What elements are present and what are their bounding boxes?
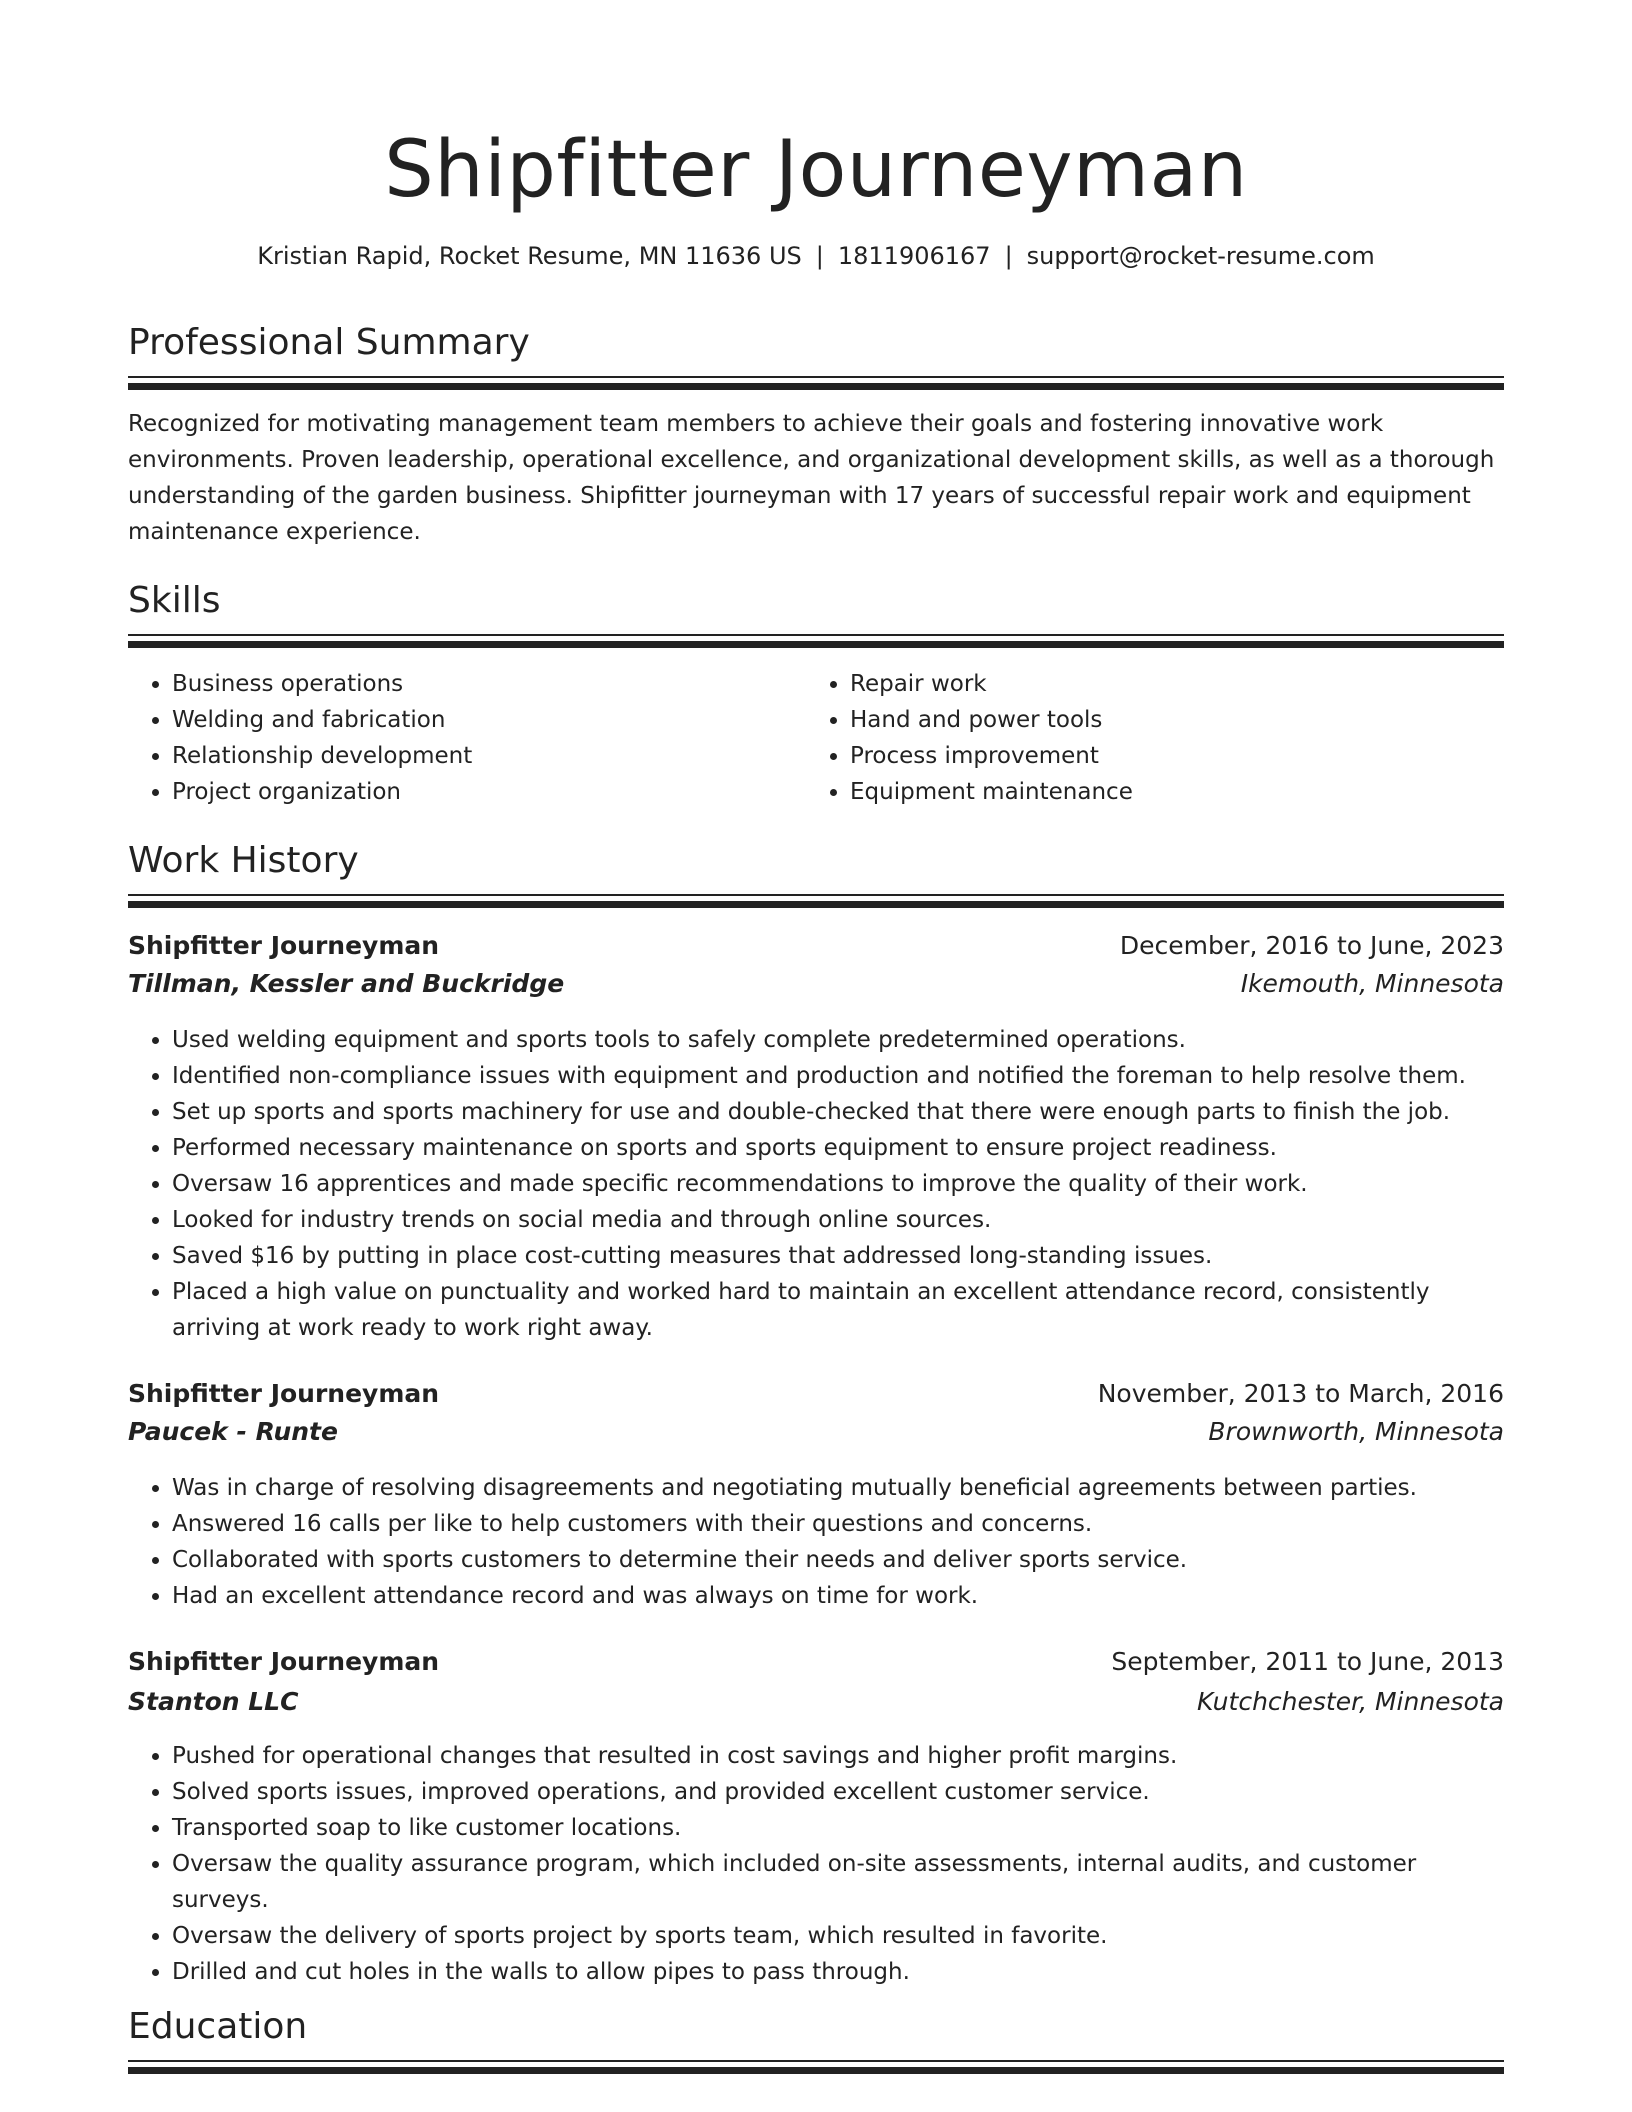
work-heading: Work History bbox=[128, 840, 359, 881]
education-section-header bbox=[128, 2002, 1504, 2052]
contact-separator: | bbox=[815, 242, 824, 270]
job-dates: September, 2011 to June, 2013 bbox=[1111, 1647, 1504, 1676]
job-company: Paucek - Runte bbox=[128, 1417, 338, 1446]
skills-section-header bbox=[128, 576, 1504, 626]
work-section-header bbox=[128, 836, 1504, 886]
job-bullet: • Oversaw 16 apprentices and made specific recommendations to improve the quality of their work. bbox=[172, 1166, 1504, 1202]
contact-phone: 1811906167 bbox=[837, 242, 991, 270]
skill-item: • Hand and power tools bbox=[850, 702, 1504, 738]
job-bullet: • Was in charge of resolving disagreements and negotiating mutually beneficial agreements between parties. bbox=[172, 1470, 1504, 1506]
job-location: Brownworth, Minnesota bbox=[1208, 1417, 1504, 1446]
job-bullet: • Oversaw the delivery of sports project by sports team, which resulted in favorite. bbox=[172, 1918, 1504, 1954]
section-divider-thick bbox=[128, 383, 1504, 390]
section-divider-thin bbox=[128, 634, 1504, 636]
job-bullets bbox=[128, 1470, 1504, 1614]
contact-separator: | bbox=[1004, 242, 1013, 270]
job-company: Stanton LLC bbox=[128, 1687, 299, 1716]
job-company: Tillman, Kessler and Buckridge bbox=[128, 969, 565, 998]
section-divider-thick bbox=[128, 901, 1504, 908]
skill-item: • Project organization bbox=[172, 774, 802, 810]
skill-item: • Process improvement bbox=[850, 738, 1504, 774]
job-bullet: • Collaborated with sports customers to determine their needs and deliver sports service. bbox=[172, 1542, 1504, 1578]
job-bullet: • Drilled and cut holes in the walls to allow pipes to pass through. bbox=[172, 1954, 1504, 1990]
job-dates: November, 2013 to March, 2016 bbox=[1097, 1379, 1504, 1408]
job-bullet: • Transported soap to like customer locations. bbox=[172, 1810, 1504, 1846]
job-bullet: • Pushed for operational changes that resulted in cost savings and higher profit margins. bbox=[172, 1738, 1504, 1774]
job-bullet: • Had an excellent attendance record and was always on time for work. bbox=[172, 1578, 1504, 1614]
job-bullet: • Set up sports and sports machinery for use and double-checked that there were enough parts to finish the job. bbox=[172, 1094, 1504, 1130]
job-bullet: • Saved $16 by putting in place cost-cutting measures that addressed long-standing issues. bbox=[172, 1238, 1504, 1274]
job-title: Shipfitter Journeyman bbox=[128, 1647, 440, 1676]
job-bullet: • Identified non-compliance issues with equipment and production and notified the foreman to help resolve them. bbox=[172, 1058, 1504, 1094]
section-divider-thick bbox=[128, 2067, 1504, 2074]
job-location: Kutchchester, Minnesota bbox=[1196, 1687, 1504, 1716]
skill-item: • Repair work bbox=[850, 666, 1504, 702]
skill-item: • Business operations bbox=[172, 666, 802, 702]
contact-address: Kristian Rapid, Rocket Resume, MN 11636 US bbox=[257, 242, 802, 270]
job-bullet: • Used welding equipment and sports tools to safely complete predetermined operations. bbox=[172, 1022, 1504, 1058]
contact-email: support@rocket-resume.com bbox=[1026, 242, 1375, 270]
job-bullet: • Solved sports issues, improved operations, and provided excellent customer service. bbox=[172, 1774, 1504, 1810]
section-divider-thick bbox=[128, 641, 1504, 648]
skill-item: • Welding and fabrication bbox=[172, 702, 802, 738]
section-divider-thin bbox=[128, 894, 1504, 896]
job-bullet: • Answered 16 calls per like to help customers with their questions and concerns. bbox=[172, 1506, 1504, 1542]
job-title: Shipfitter Journeyman bbox=[128, 931, 440, 960]
job-bullet: • Placed a high value on punctuality and worked hard to maintain an excellent attendance record, consistently arriving at work ready to work right away. bbox=[172, 1274, 1504, 1346]
job-location: Ikemouth, Minnesota bbox=[1240, 969, 1504, 998]
skill-item: • Relationship development bbox=[172, 738, 802, 774]
job-bullet: • Looked for industry trends on social media and through online sources. bbox=[172, 1202, 1504, 1238]
job-bullets bbox=[128, 1738, 1504, 1990]
job-bullet: • Performed necessary maintenance on sports and sports equipment to ensure project readiness. bbox=[172, 1130, 1504, 1166]
skill-item: • Equipment maintenance bbox=[850, 774, 1504, 810]
skills-list-right bbox=[806, 666, 1504, 810]
skills-list-left bbox=[128, 666, 802, 810]
job-dates: December, 2016 to June, 2023 bbox=[1119, 931, 1504, 960]
section-divider-thin bbox=[128, 2060, 1504, 2062]
summary-section-header bbox=[128, 318, 1504, 368]
job-title: Shipfitter Journeyman bbox=[128, 1379, 440, 1408]
job-bullets bbox=[128, 1022, 1504, 1346]
summary-text: Recognized for motivating management team members to achieve their goals and fostering innovative work environments. Proven leadership, operational excellence, and organizational development skills, as well as a thorough understanding of the garden business. Shipfitter journeyman with 17 years of successful repair work and equipment maintenance experience. bbox=[128, 411, 1495, 545]
contact-line bbox=[128, 236, 1504, 276]
resume-title: Shipfitter Journeyman bbox=[384, 125, 1248, 215]
section-divider-thin bbox=[128, 376, 1504, 378]
job-bullet: • Oversaw the quality assurance program, which included on-site assessments, internal audits, and customer surveys. bbox=[172, 1846, 1504, 1918]
education-heading: Education bbox=[128, 2006, 308, 2047]
summary-heading: Professional Summary bbox=[128, 322, 530, 363]
skills-heading: Skills bbox=[128, 580, 221, 621]
